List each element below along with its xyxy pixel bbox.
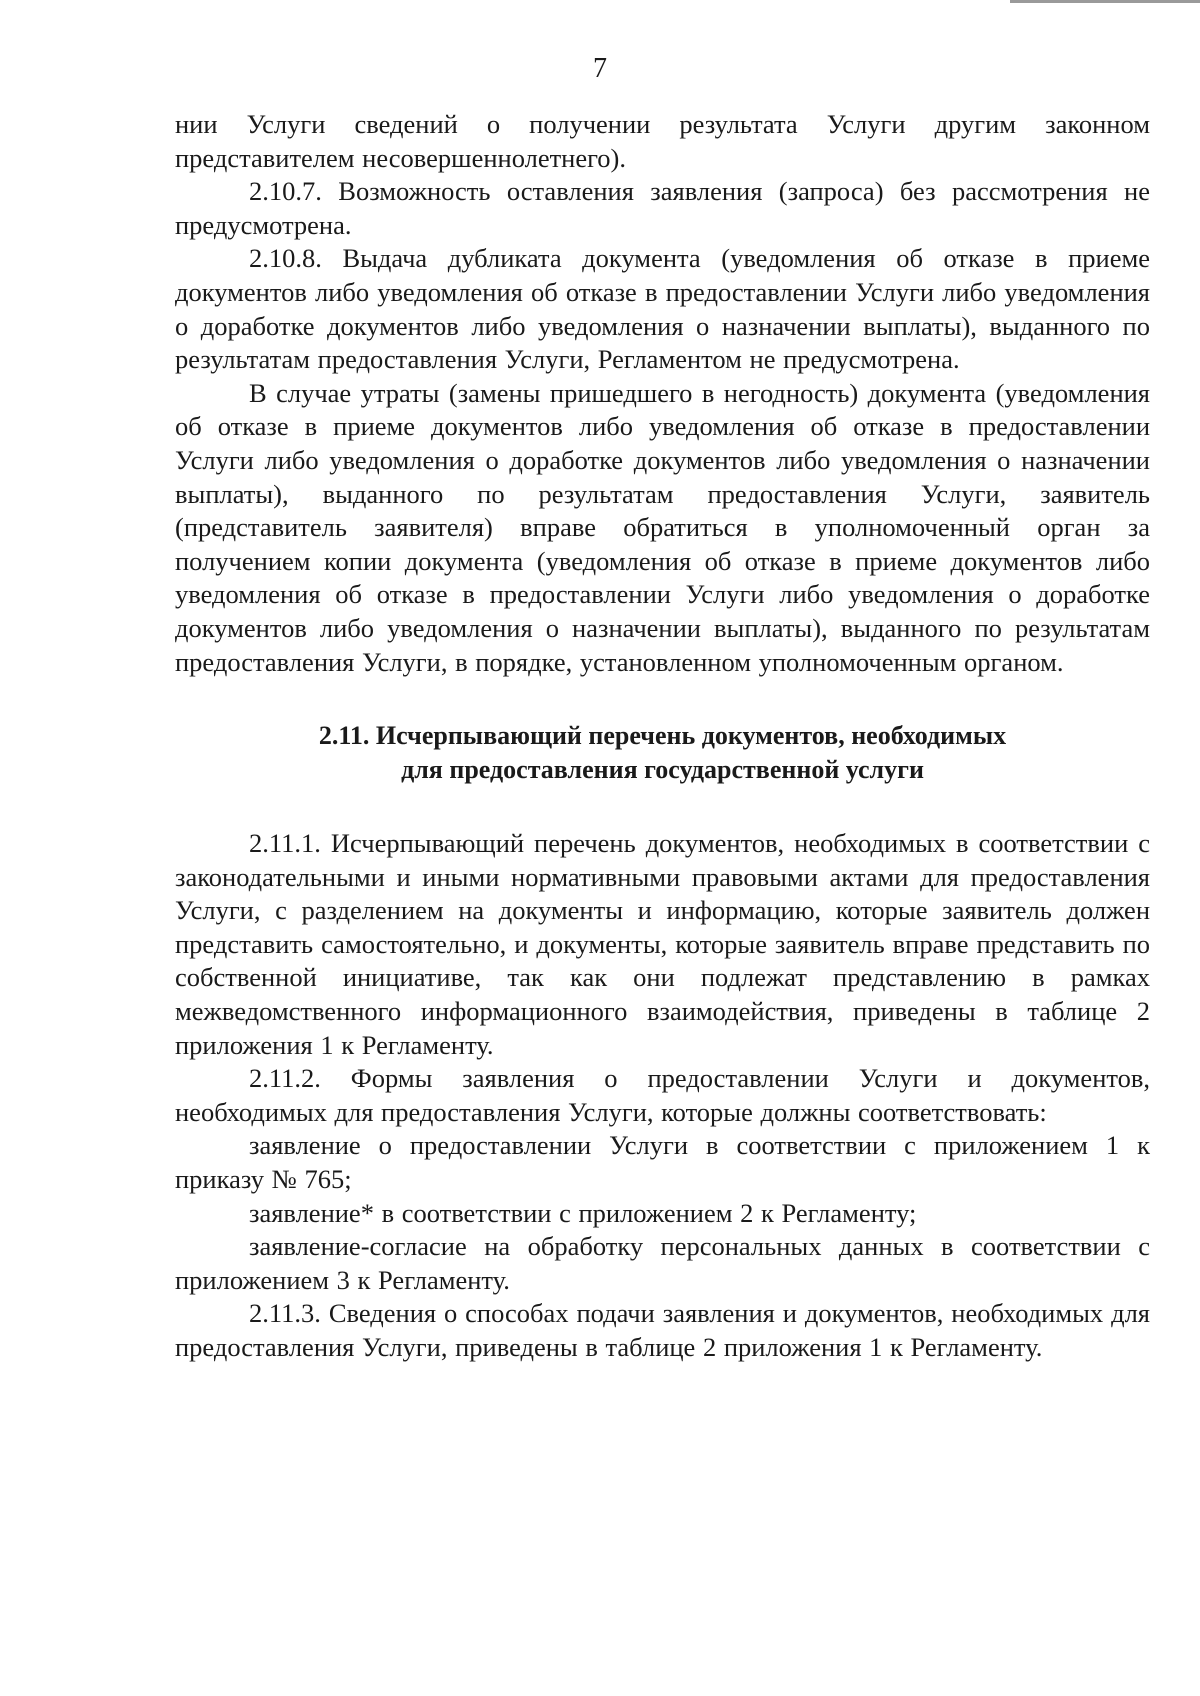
page-number: 7 <box>593 53 607 84</box>
heading-spacer <box>175 787 1150 827</box>
paragraph-2-11-3: 2.11.3. Сведения о способах подачи заявления и документов, необходимых для предоставления Услуги, приведены в таблице 2 приложения 1 к Регламенту. <box>175 1298 1150 1362</box>
paragraph-2-11-2: 2.11.2. Формы заявления о предоставлении Услуги и документов, необходимых для предоставления Услуги, которые должны соответствовать: <box>175 1063 1150 1127</box>
section-heading-line-1: 2.11. Исчерпывающий перечень документов, необходимых <box>318 721 1007 751</box>
paragraph-continuation: нии Услуги сведений о получении результата Услуги другим законном представителем несовершеннолетнего). <box>175 109 1150 173</box>
section-heading-line-2: для предоставления государственной услуги <box>401 755 924 785</box>
paragraph-2-11-1: 2.11.1. Исчерпывающий перечень документов, необходимых в соответствии с законодательными и иными нормативными правовыми актами для предоставления Услуги, с разделением на документы и информацию, которые заявитель должен представить самостоятельно, и документы, которые заявитель вправе представить по собственной инициативе, так как они подлежат представлению в рамках межведомственного информационного взаимодействия, приведены в таблице 2 приложения 1 к Регламенту. <box>175 828 1150 1060</box>
section-heading-2-11 <box>175 719 1150 787</box>
list-item-form-3: заявление-согласие на обработку персональных данных в соответствии с приложением 3 к Регламенту. <box>175 1231 1150 1295</box>
paragraph-2-10-7: 2.10.7. Возможность оставления заявления (запроса) без рассмотрения не предусмотрена. <box>175 176 1150 240</box>
list-item-form-2: заявление* в соответствии с приложением 2 к Регламенту; <box>249 1197 917 1228</box>
paragraph-2-10-8: 2.10.8. Выдача дубликата документа (уведомления об отказе в приеме документов либо уведомления об отказе в предоставлении Услуги либо уведомления о доработке документов либо уведомления о назначении выплаты), выданного по результатам предоставления Услуги, Регламентом не предусмотрена. <box>175 243 1150 375</box>
paragraph-loss-case: В случае утраты (замены пришедшего в негодность) документа (уведомления об отказе в приеме документов либо уведомления об отказе в предоставлении Услуги либо уведомления о доработке документов либо уведомления о назначении выплаты), выданного по результатам предоставления Услуги, заявитель (представитель заявителя) вправе обратиться в уполномоченный орган за получением копии документа (уведомления об отказе в приеме документов либо уведомления об отказе в предоставлении Услуги либо уведомления о доработке документов либо уведомления о назначении выплаты), выданного по результатам предоставления Услуги, в порядке, установленном уполномоченным органом. <box>175 377 1150 677</box>
list-item-form-1: заявление о предоставлении Услуги в соответствии с приложением 1 к приказу № 765; <box>175 1130 1150 1195</box>
document-body <box>175 108 1150 1365</box>
scan-edge-rule <box>1010 0 1200 3</box>
